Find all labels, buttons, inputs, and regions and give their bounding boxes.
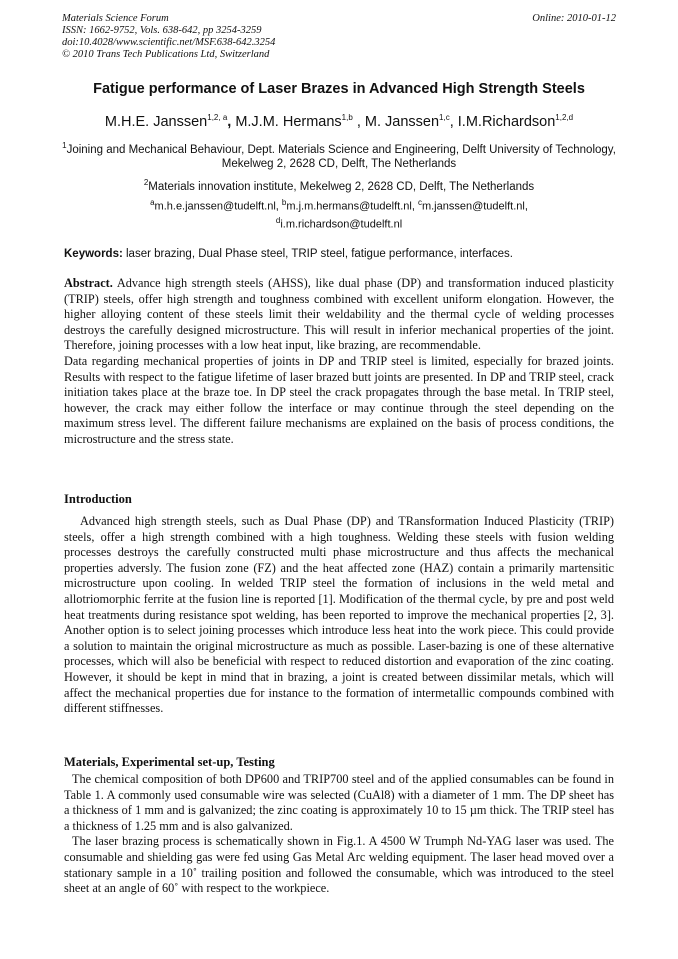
issn-line: ISSN: 1662-9752, Vols. 638-642, pp 3254-3259	[62, 25, 262, 36]
email-sup: c	[417, 198, 422, 207]
keywords-label: Keywords:	[64, 248, 123, 260]
affiliation-sup: 1	[62, 141, 67, 150]
author-list	[0, 113, 678, 130]
abstract-label: Abstract.	[64, 276, 113, 290]
abstract-text-1: Advance high strength steels (AHSS), like dual phase (DP) and transformation induced plasticity (TRIP) steels, offer high strength and toughness combined with excellent uniform elongation. However, the higher alloying content of these steels limit their weldability and the thermal cycle of welding processes destroys the carefully designed microstructure. This will result in inferior mechanical properties of the joint. Therefore, joining processes with a low heat input, like brazing, are recommendable.	[64, 276, 614, 353]
keywords-text: laser brazing, Dual Phase steel, TRIP steel, fatigue performance, interfaces.	[122, 248, 513, 260]
introduction-body	[64, 514, 614, 717]
email-address[interactable]: m.janssen@tudelft.nl,	[421, 200, 528, 213]
author-sep: ,	[227, 113, 236, 130]
author-sup: 1,2, a	[207, 113, 228, 122]
author-name: M. Janssen	[364, 113, 440, 130]
author-sep: ,	[352, 113, 365, 130]
affiliation-sup: 2	[143, 178, 149, 187]
abstract	[64, 276, 614, 448]
affiliation-text: Materials innovation institute, Mekelweg 2, 2628 CD, Delft, The Netherlands	[148, 180, 535, 193]
abstract-p2: Data regarding mechanical properties of joints in DP and TRIP steel is limited, especially for brazed joints. Results with respect to the fatigue lifetime of laser brazed butt joints are presented. In DP and TRIP steel, crack initiation takes place at the braze toe. In DP steel the crack propagates through the base metal. In TRIP steel, however, the crack may either follow the interface or may continue through the steel depending on the maximum stress level. The different failure mechanisms are explained on the basis of process conditions, the microstructure and the stress state.	[64, 353, 614, 446]
journal-name: Materials Science Forum	[62, 13, 169, 24]
affiliation-2	[62, 176, 616, 194]
affiliation-text: Joining and Mechanical Behaviour, Dept. Materials Science and Engineering, Delft University of Technology, Mekelweg 2, 2628 CD, Delft, The Netherlands	[66, 143, 616, 170]
affiliation-1	[62, 139, 616, 171]
journal-header	[62, 13, 616, 61]
copyright-line: © 2010 Trans Tech Publications Ltd, Switzerland	[62, 49, 270, 60]
author-name: M.H.E. Janssen	[104, 113, 208, 130]
online-date: Online: 2010-01-12	[532, 13, 616, 24]
email-list	[62, 196, 616, 231]
paper-title: Fatigue performance of Laser Brazes in Advanced High Strength Steels	[93, 81, 585, 97]
materials-heading: Materials, Experimental set-up, Testing	[64, 755, 275, 769]
introduction-p1: Advanced high strength steels, such as Dual Phase (DP) and TRansformation Induced Plasticity (TRIP) steels, offer a high strength combined with a high toughness. Welding these steels with fusion welding processes destroys the carefully constructed multi phase microstructure and thus affects the mechanical properties adversly. The fusion zone (FZ) and the heat affected zone (HAZ) contain a primarily martensitic microstructure upon cooling. In welded TRIP steel the formation of inclusions in the weld metal and allotriomorphic ferrite at the fusion line is reported [1]. Modification of the thermal cycle, by pre and post weld heat treatments during resistance spot welding, has been reported to improve the mechanical properties [2, 3]. Another option is to select joining processes which introduce less heat into the work piece. This could provide a solution to maintain the original microstructure as much as possible. Laser-bazing is one of these alternative processes, which will also be beneficial with respect to reduced distortion and evaporation of the zinc coating. However, it should be kept in mind that in brazing, a joint is created between dissimilar metals, which will affect the mechanical properties due for instance to the formation of intermetallic compounds combined with different stiffnesses.	[64, 514, 614, 716]
email-address[interactable]: m.h.e.janssen@tudelft.nl,	[154, 200, 282, 213]
author-name: M.J.M. Hermans	[235, 113, 342, 130]
materials-p2: The laser brazing process is schematically shown in Fig.1. A 4500 W Trumph Nd-YAG laser was used. The consumable and shielding gas were fed using Gas Metal Arc welding equipment. The laser head moved over a stationary sample in a 10˚ trailing position and followed the consumable, which was introduced to the steel sheet at an angle of 60˚ with respect to the workpiece.	[64, 834, 614, 896]
author-sep: ,	[449, 113, 458, 130]
email-address[interactable]: i.m.richardson@tudelft.nl	[280, 218, 403, 231]
author-sup: 1,b	[341, 113, 353, 122]
keywords	[64, 248, 618, 260]
author-name: I.M.Richardson	[457, 113, 556, 130]
author-sup: 1,2,d	[555, 113, 574, 122]
abstract-p1	[64, 276, 614, 354]
introduction-heading: Introduction	[64, 492, 132, 506]
email-address[interactable]: m.j.m.hermans@tudelft.nl,	[286, 200, 418, 213]
author-sup: 1,c	[439, 113, 450, 122]
materials-p1: The chemical composition of both DP600 and TRIP700 steel and of the applied consumables can be found in Table 1. A commonly used consumable wire was selected (CuAl8) with a diameter of 1 mm. The DP sheet has a thickness of 1 mm and is galvanized; the zinc coating is approximately 10 to 15 µm thick. The TRIP steel has a thickness of 1.25 mm and is also galvanized.	[64, 772, 614, 833]
email-sup: a	[150, 198, 155, 207]
materials-body	[64, 772, 614, 897]
email-sup: d	[275, 215, 281, 225]
email-sup: b	[281, 198, 287, 207]
doi-line: doi:10.4028/www.scientific.net/MSF.638-642.3254	[62, 37, 276, 48]
